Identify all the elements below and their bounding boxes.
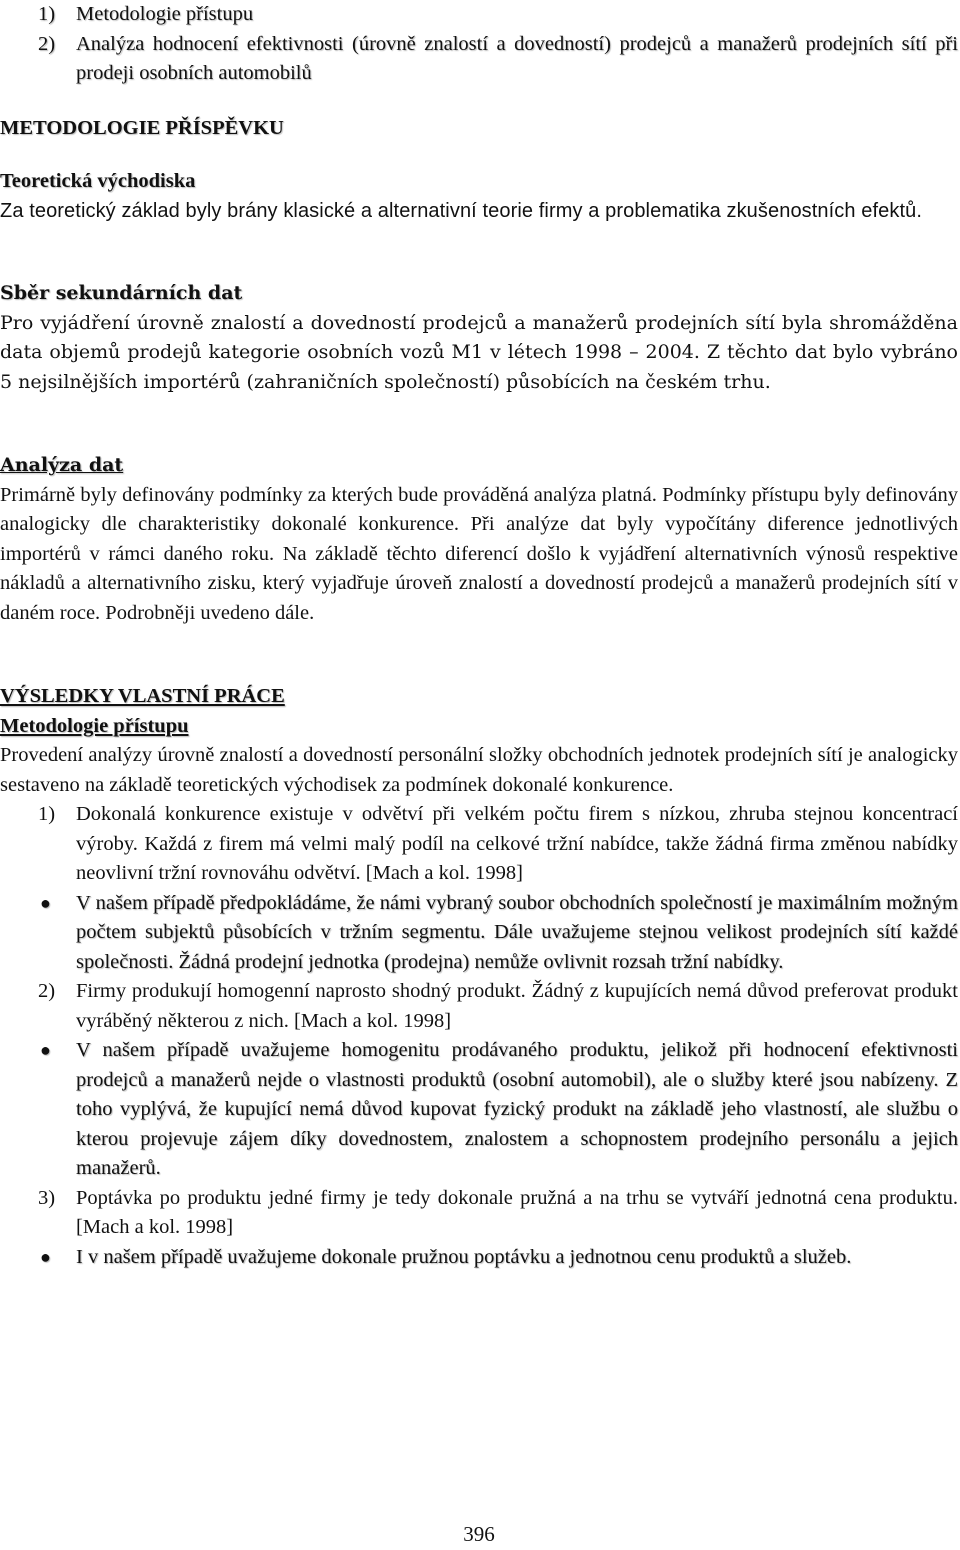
bullet-text: V našem případě uvažujeme homogenitu prodávaného produktu, jelikož při hodnocení efektivnosti prodejců a manažerů nejde o vlastnosti produktů (osobní automobil), ale o služby které jsou nabízeny. Z toho vyplývá, že kupující nemá důvod kupovat fyzický produkt na základě jeho vlastností, ale službu o kterou projevuje zájem díky dovednostem, znalostem a schopnostem prodejního personálu a jejich manažerů. <box>76 1039 958 1179</box>
top-list <box>0 0 958 89</box>
paragraph: Provedení analýzy úrovně znalostí a dovedností personální složky obchodních jednotek prodejních sítí je analogicky sestaveno na základě teoretických východisek za podmínek dokonalé konkurence. <box>0 744 958 796</box>
list-text: Poptávka po produktu jedné firmy je tedy dokonale pružná a na trhu se vytváří jednotná cena produktu. [Mach a kol. 1998] <box>76 1186 958 1238</box>
list-number: 2) <box>38 32 56 55</box>
bullet-item <box>0 1243 958 1273</box>
list-text: Firmy produkují homogenní naprosto shodný produkt. Žádný z kupujících nemá důvod preferovat produkt vyráběný některou z nich. [Mach a kol. 1998] <box>76 980 958 1032</box>
list-number: 1) <box>38 3 56 25</box>
method-heading-block <box>0 114 958 144</box>
page-number: 396 <box>463 1522 495 1546</box>
subsection-heading: Teoretická východiska <box>0 170 196 192</box>
list-number: 2) <box>38 980 56 1002</box>
bullet-item <box>0 1036 958 1184</box>
secondary-data-block <box>0 279 958 397</box>
section-heading: METODOLOGIE PŘÍSPĚVKU <box>0 117 284 139</box>
bullet-text: V našem případě předpokládáme, že námi vybraný soubor obchodních společností je maximálním možným počtem subjektů působících v tržním segmentu. Dále uvažujeme stejnou velikost prodejních sítí každé společnosti. Žádná prodejní jednotka (prodejna) nemůže ovlivnit rozsah tržní nabídky. <box>76 891 958 973</box>
bullet-icon: ● <box>40 1246 51 1267</box>
section-heading: VÝSLEDKY VLASTNÍ PRÁCE <box>0 685 285 707</box>
bullet-icon: ● <box>40 892 51 913</box>
bullet-item <box>0 889 958 978</box>
bullet-text: I v našem případě uvažujeme dokonale pružnou poptávku a jednotnou cenu produktů a služeb. <box>76 1245 852 1268</box>
subsection-heading: Sběr sekundárních dat <box>0 282 243 304</box>
list-text: Analýza hodnocení efektivnosti (úrovně znalostí a dovedností) prodejců a manažerů prodejních sítí při prodeji osobních automobilů <box>76 32 958 84</box>
condition-item <box>0 977 958 1036</box>
theory-block <box>0 167 958 226</box>
analysis-block <box>0 451 958 628</box>
paragraph: Primárně byly definovány podmínky za kterých bude prováděná analýza platná. Podmínky přístupu byly definovány analogicky dle charakteristiky dokonalé konkurence. Při analýze dat byly vypočítány diference jednotlivých importérů v rámci daného roku. Na základě těchto diferencí došlo k vyjádření alternativních výnosů respektive nákladů a alternativního zisku, který vyjadřuje úroveň znalostí a dovedností prodejců a manažerů prodejních sítí v daném roce. Podrobněji uvedeno dále. <box>0 483 958 624</box>
subsection-heading: Metodologie přístupu <box>0 714 189 737</box>
paragraph: Za teoretický základ byly brány klasické a alternativní teorie firmy a problematika zkušenostních efektů. <box>0 199 923 222</box>
list-number: 3) <box>38 1186 56 1209</box>
top-list-item <box>0 30 958 89</box>
condition-item <box>0 1184 958 1243</box>
bullet-icon: ● <box>40 1040 51 1060</box>
condition-item <box>0 800 958 889</box>
top-list-item <box>0 0 958 30</box>
results-block <box>0 682 958 1272</box>
subsection-heading: Analýza dat <box>0 454 124 476</box>
list-text: Dokonalá konkurence existuje v odvětví při velkém počtu firem s nízkou, zhruba stejnou koncentrací výroby. Každá z firem má velmi malý podíl na celkové tržní nabídce, takže žádná firma změnou nabídky neovlivní tržní rovnováhu odvětví. [Mach a kol. 1998] <box>76 803 958 884</box>
list-number: 1) <box>38 803 56 825</box>
list-text: Metodologie přístupu <box>76 3 254 25</box>
paragraph: Pro vyjádření úrovně znalostí a dovedností prodejců a manažerů prodejních sítí byla shromážděna data objemů prodejů kategorie osobních vozů M1 v létech 1998 – 2004. Z těchto dat bylo vybráno 5 nejsilnějších importérů (zahraničních společností) působících na českém trhu. <box>0 311 958 393</box>
